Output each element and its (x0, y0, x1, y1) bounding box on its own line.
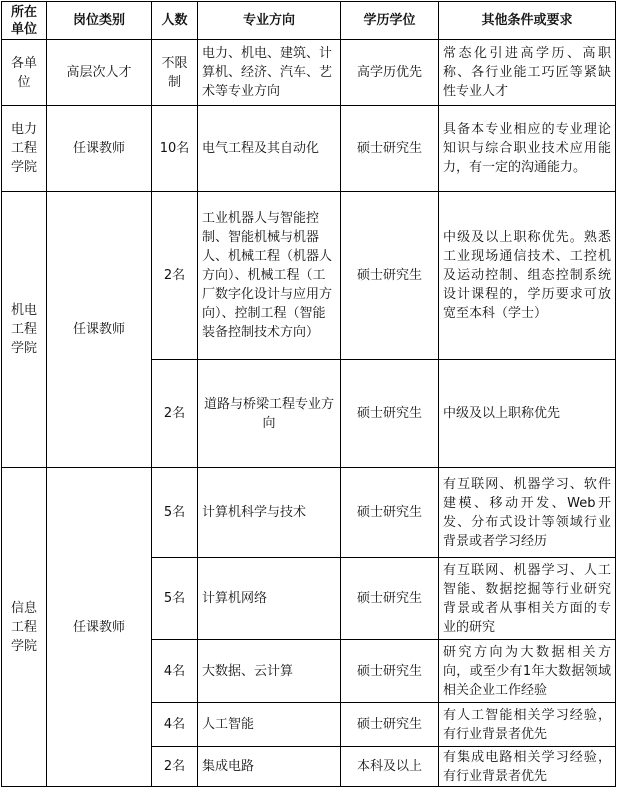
unit-cell: 机电 工程 学院 (2, 192, 47, 468)
other-cell: 常态化引进高学历、高职称、各行业能工巧匠等紧缺性专业人才 (439, 40, 616, 106)
count-cell: 不限 制 (152, 40, 198, 106)
other-cell: 中级及以上职称优先 (439, 360, 616, 468)
major-cell: 人工智能 (198, 703, 341, 747)
major-cell: 电力、机电、建筑、计算机、经济、汽车、艺术等专业方向 (198, 40, 341, 106)
major-cell: 电气工程及其自动化 (198, 106, 341, 192)
header-unit: 所在 单位 (2, 2, 47, 40)
recruitment-table (1, 1, 616, 787)
unit-cell: 信息 工程 学院 (2, 468, 47, 787)
other-cell: 有互联网、机器学习、人工智能、数据挖掘等行业研究背景或者从事相关方面的专业的研究 (439, 558, 616, 640)
other-cell: 有人工智能相关学习经验，有行业背景者优先 (439, 703, 616, 747)
degree-cell: 硕士研究生 (341, 558, 439, 640)
major-cell: 集成电路 (198, 747, 341, 787)
degree-cell: 硕士研究生 (341, 106, 439, 192)
other-cell: 有互联网、机器学习、软件建模、移动开发、Web开发、分布式设计等领域行业背景或者学习经历 (439, 468, 616, 558)
degree-cell: 硕士研究生 (341, 468, 439, 558)
degree-cell: 本科及以上 (341, 747, 439, 787)
unit-cell: 电力 工程 学院 (2, 106, 47, 192)
count-cell: 2名 (152, 360, 198, 468)
degree-cell: 高学历优先 (341, 40, 439, 106)
header-degree: 学历学位 (341, 2, 439, 40)
major-cell: 大数据、云计算 (198, 640, 341, 703)
count-cell: 4名 (152, 640, 198, 703)
major-cell: 计算机网络 (198, 558, 341, 640)
major-cell: 计算机科学与技术 (198, 468, 341, 558)
major-cell: 道路与桥梁工程专业方向 (198, 360, 341, 468)
header-post: 岗位类别 (47, 2, 152, 40)
major-cell: 工业机器人与智能控制、智能机械与机器人、机械工程（机器人方向）、机械工程（工厂数字化设计与应用方向）、控制工程（智能装备控制技术方向） (198, 192, 341, 360)
degree-cell: 硕士研究生 (341, 192, 439, 360)
degree-cell: 硕士研究生 (341, 703, 439, 747)
post-cell: 任课教师 (47, 192, 152, 468)
unit-cell: 各单 位 (2, 40, 47, 106)
header-other: 其他条件或要求 (439, 2, 616, 40)
table-row (2, 106, 616, 192)
post-cell: 高层次人才 (47, 40, 152, 106)
table-row (2, 192, 616, 360)
table-row (2, 468, 616, 558)
count-cell: 5名 (152, 468, 198, 558)
count-cell: 5名 (152, 558, 198, 640)
table-row (2, 40, 616, 106)
count-cell: 10名 (152, 106, 198, 192)
other-cell: 中级及以上职称优先。熟悉工业现场通信技术、工控机及运动控制、组态控制系统设计课程的，学历要求可放宽至本科（学士） (439, 192, 616, 360)
other-cell: 具备本专业相应的专业理论知识与综合职业技术应用能力，有一定的沟通能力。 (439, 106, 616, 192)
header-major: 专业方向 (198, 2, 341, 40)
count-cell: 2名 (152, 192, 198, 360)
header-row (2, 2, 616, 40)
count-cell: 4名 (152, 703, 198, 747)
degree-cell: 硕士研究生 (341, 360, 439, 468)
count-cell: 2名 (152, 747, 198, 787)
post-cell: 任课教师 (47, 468, 152, 787)
degree-cell: 硕士研究生 (341, 640, 439, 703)
post-cell: 任课教师 (47, 106, 152, 192)
other-cell: 研究方向为大数据相关方向，或至少有1年大数据领域相关企业工作经验 (439, 640, 616, 703)
header-count: 人数 (152, 2, 198, 40)
other-cell: 有集成电路相关学习经验，有行业背景者优先 (439, 747, 616, 787)
